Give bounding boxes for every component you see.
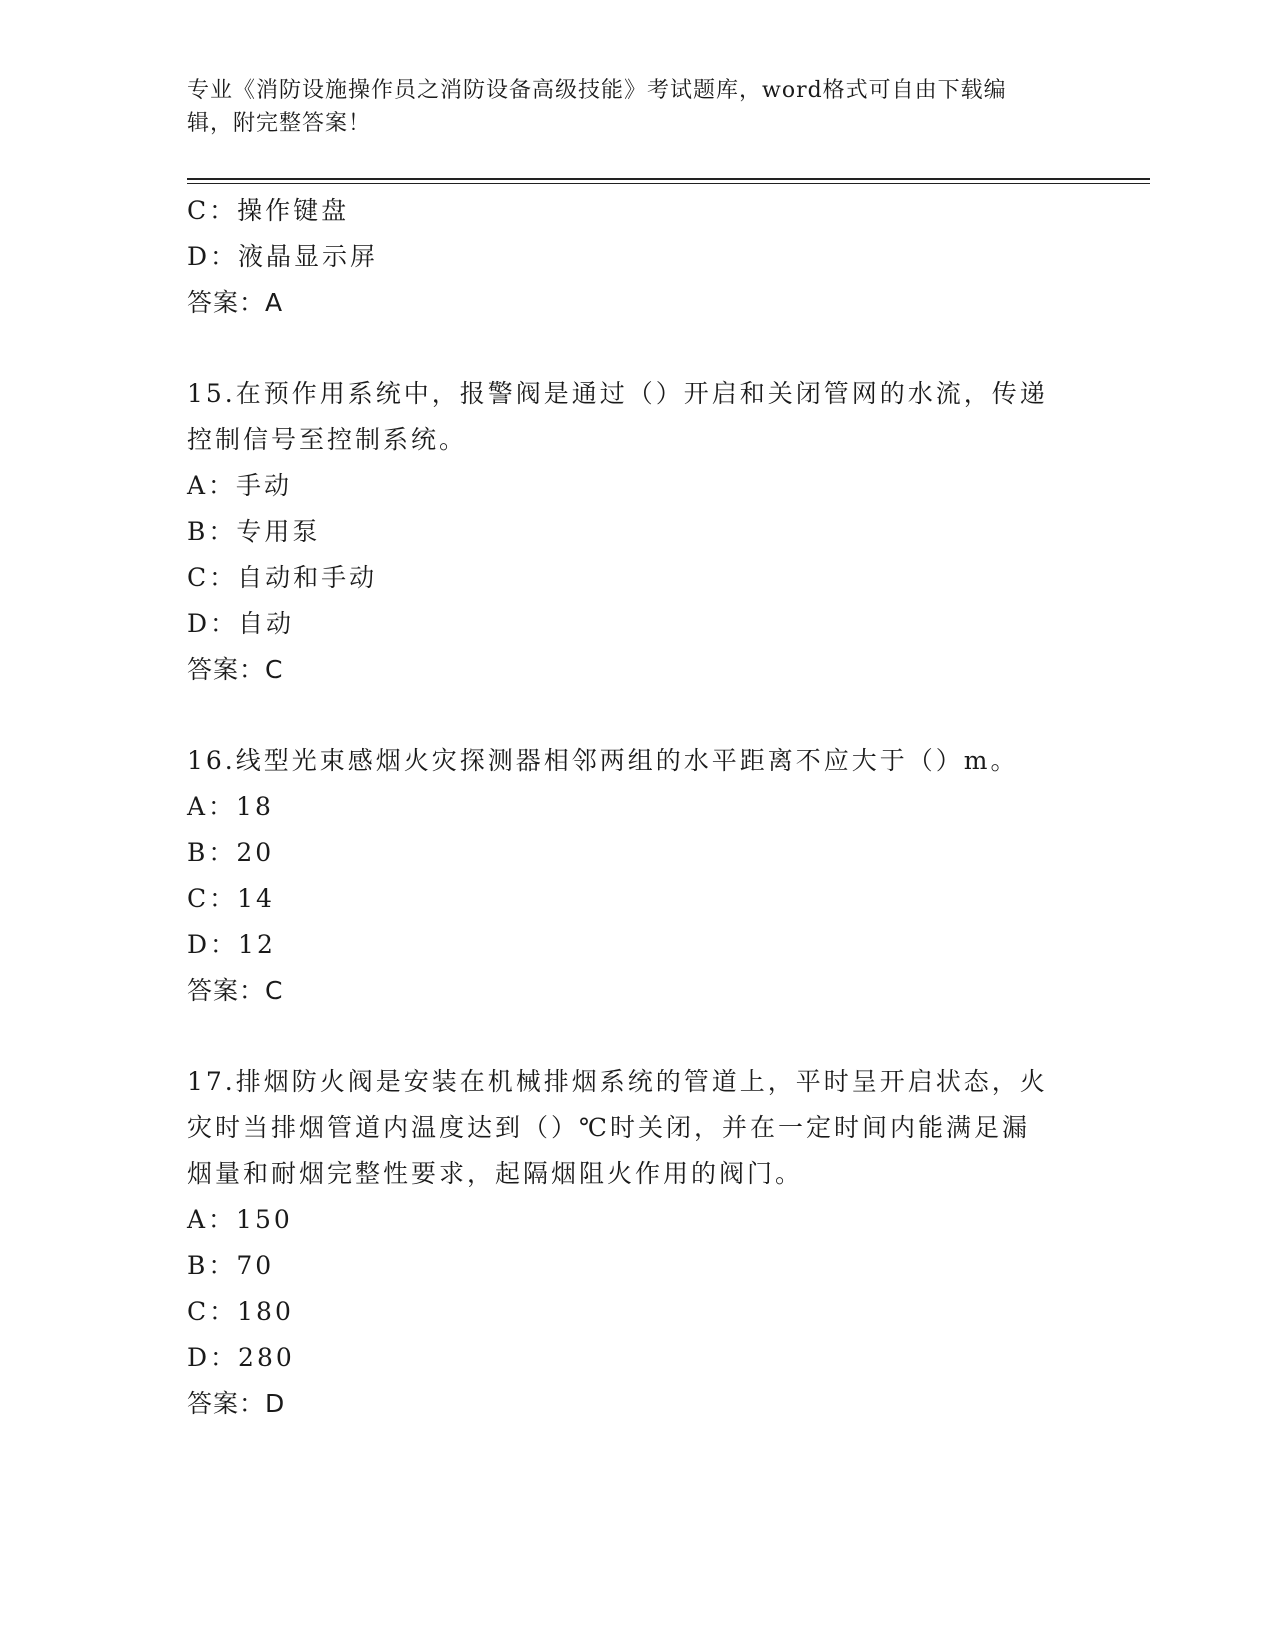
- option-b: B：专用泵: [187, 517, 321, 546]
- option-a: A：手动: [187, 471, 293, 500]
- question-text-line: 灾时当排烟管道内温度达到（）℃时关闭，并在一定时间内能满足漏: [187, 1113, 1030, 1142]
- spacer: [187, 1014, 1087, 1059]
- question-text-line: 烟量和耐烟完整性要求，起隔烟阻火作用的阀门。: [187, 1159, 804, 1188]
- option-c: C：180: [187, 1297, 294, 1326]
- header-line-2: 辑，附完整答案！: [187, 111, 372, 136]
- question-16: [187, 738, 1087, 1014]
- question-14-continued: [187, 188, 1087, 326]
- answer-line: 答案：C: [187, 655, 284, 684]
- header-divider-thick: [187, 178, 1150, 180]
- question-text-line: 17.排烟防火阀是安装在机械排烟系统的管道上，平时呈开启状态，火: [187, 1067, 1048, 1096]
- header-line-1: 专业《消防设施操作员之消防设备高级技能》考试题库，word格式可自由下载编: [187, 78, 1007, 103]
- option-a: A：18: [187, 792, 274, 821]
- option-d: D：液晶显示屏: [187, 242, 379, 271]
- question-text-line: 16.线型光束感烟火灾探测器相邻两组的水平距离不应大于（）m。: [187, 746, 1019, 775]
- option-d: D：自动: [187, 609, 295, 638]
- option-c: C：操作键盘: [187, 196, 350, 225]
- document-body: [187, 188, 1087, 1427]
- option-b: B：20: [187, 838, 275, 867]
- option-d: D：280: [187, 1343, 295, 1372]
- option-c: C：14: [187, 884, 275, 913]
- option-a: A：150: [187, 1205, 293, 1234]
- question-text-line: 15.在预作用系统中，报警阀是通过（）开启和关闭管网的水流，传递: [187, 379, 1048, 408]
- question-text-line: 控制信号至控制系统。: [187, 425, 468, 454]
- question-15: [187, 371, 1087, 693]
- option-d: D：12: [187, 930, 276, 959]
- document-header: [187, 74, 1067, 140]
- answer-line: 答案：A: [187, 288, 284, 317]
- option-c: C：自动和手动: [187, 563, 378, 592]
- spacer: [187, 693, 1087, 738]
- answer-line: 答案：C: [187, 976, 284, 1005]
- spacer: [187, 326, 1087, 371]
- header-divider-thin: [187, 183, 1150, 184]
- option-b: B：70: [187, 1251, 275, 1280]
- question-17: [187, 1059, 1087, 1427]
- answer-line: 答案：D: [187, 1389, 286, 1418]
